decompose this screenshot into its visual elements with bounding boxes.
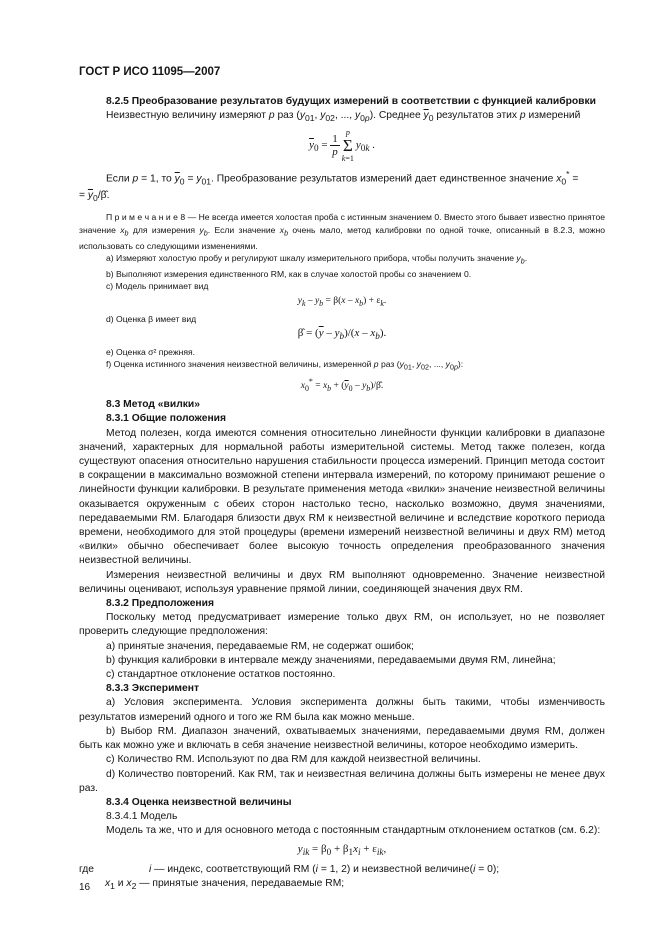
section-8-3-title: 8.3 Метод «вилки» (106, 399, 200, 411)
equation-linear-model: $y_{ik} = \beta_0 + \beta_1x_i + \varepsilon_{ik}$, (297, 842, 387, 857)
list-item: b) Выбор RM. Диапазон значений, охватываемых значениями, передаваемыми двумя RM, должен быть как можно уже и включать в себя значение неизвестной величины, которое необходимо измерить. (79, 725, 605, 752)
equation-model: $y_k - y_b = \beta(x - x_b) + \varepsilon_k$. (297, 295, 387, 308)
section-8-3-1-title: 8.3.1 Общие положения (106, 413, 226, 425)
list-item: c) Количество RM. Используют по два RM для каждой неизвестной величины. (106, 754, 481, 766)
list-item: c) стандартное отклонение остатков постоянно. (106, 669, 336, 681)
section-8-3-4-1-title: 8.3.4.1 Модель (106, 811, 178, 823)
section-8-3-2-title: 8.3.2 Предположения (106, 598, 214, 610)
section-8-3-3-title: 8.3.3 Эксперимент (106, 683, 200, 695)
page-number: 16 (79, 882, 91, 893)
paragraph: Неизвестную величину измеряют p раз ($y_{01}$, $y_{02}$, ..., $y_{0p}$). Среднее $\overline{y}_0$ результатов этих p измерений (106, 110, 581, 124)
where-clause: где i — индекс, соответствующий RM (i = 1, 2) и неизвестной величине(i = 0); (79, 863, 500, 875)
section-8-3-4-title: 8.3.4 Оценка неизвестной величины (106, 796, 292, 808)
document-header: ГОСТ Р ИСО 11095—2007 (79, 66, 221, 78)
paragraph: Модель та же, что и для основного метода с постоянным стандартным отклонением остатков (см. 6.2): (106, 825, 601, 837)
paragraph: Метод полезен, когда имеются сомнения относительно линейности функции калибровки в диапазоне значений, характерных для нормальной работы измерительной системы. Метод также полезен, когда существуют опасения относительно нарушения стабильности процесса измерений. Принцип метода состоит в сокращении в максимально возможной степени интервала измерений, по которому принимают решение о линейности функции калибровки. В результате применения метода «вилки» значение неизвестной величины оказывается окруженным с обеих сторон настолько тесно, насколько возможно, двумя значениями, передаваемыми RM. Благодаря близости двух RM к неизвестной величине и вследствие короткого периода времени, необходимого для этой процедуры (времени измерений неизвестной величины и двух RM) метод «вилки» обычно обеспечивает более высокую точность определения преобразованного значения неизвестной величины. (79, 427, 605, 567)
where-item: $x_1$ и $x_2$ — принятые значения, передаваемые RM; (105, 878, 345, 892)
list-item: a) принятые значения, передаваемые RM, не содержат ошибок; (106, 640, 414, 652)
paragraph: Поскольку метод предусматривает измерение только двух RM, он использует, но не позволяет проверить следующие предположения: (79, 612, 605, 638)
list-item: d) Количество повторений. Как RM, так и неизвестная величина должны быть измерены не менее двух раз. (79, 768, 605, 794)
equation-mean: $\overline{y}_0$ = $\frac{1}{p}$ p Σ k=1 $y_{0k}$ . (309, 128, 375, 164)
paragraph: Если p = 1, то $\overline{y}_0 = y_{01}$. Преобразование результатов измерений дает единственное значение $x_0^*$ = (106, 169, 579, 187)
paragraph: = $\overline{y}_0/\betâ$. (79, 190, 110, 204)
equation-estimate: $x_0^* = x_b + (\overline{y}_0$ – $y_b)/\betâ$. (300, 376, 384, 393)
note-8: П р и м е ч а н и е 8 — Не всегда имеется холостая проба с истинным значением 0. Вместо этого бывает известно принятое значение $x_b$ для измерения $y_b$. Если значение $x_b$ очень мало, метод калибровки по одной точке, описанный в 8.2.3, можно использовать со следующими изменениями. a) Измеряют холостую пробу и регулируют шкалу измерительного прибора, чтобы получить значение $y_b$. b) Выполняют измерения единственного RM, как в случае холостой пробы со значением 0. c) Модель принимает вид $y_k - y_b = \beta(x - x_b) + \varepsilon_k$. d) Оценка β имеет вид β̂ = $(\overline{y} - y_b)/(x - x_b)$. e) Оценка σ² прежняя. f) Оценка истинного значения неизвестной величины, измеренной p раз ($y_{01}$, $y_{02}$, ..., $y_{0p}$): $x_0^* = x_b + (\overline{y}_0$ – $y_b)/\betâ$. (79, 211, 605, 395)
document-body (79, 95, 605, 893)
section-8-2-5-title: 8.2.5 Преобразование результатов будущих измерений в соответствии с функцией калибровки (106, 96, 596, 107)
equation-beta: β̂ = $(\overline{y} - y_b)/(x - x_b)$. (297, 327, 387, 342)
paragraph: Измерения неизвестной величины и двух RM выполняют одновременно. Значение неизвестной величины оценивают, используя уравнение прямой линии, соединяющей значения двух RM. (79, 569, 605, 595)
list-item: a) Условия эксперимента. Условия эксперимента должны быть такими, чтобы изменчивость результатов измерений одного и того же RM была как можно меньше. (79, 697, 605, 723)
list-item: b) функция калибровки в интервале между значениями, передаваемыми двумя RM, линейна; (106, 654, 556, 666)
